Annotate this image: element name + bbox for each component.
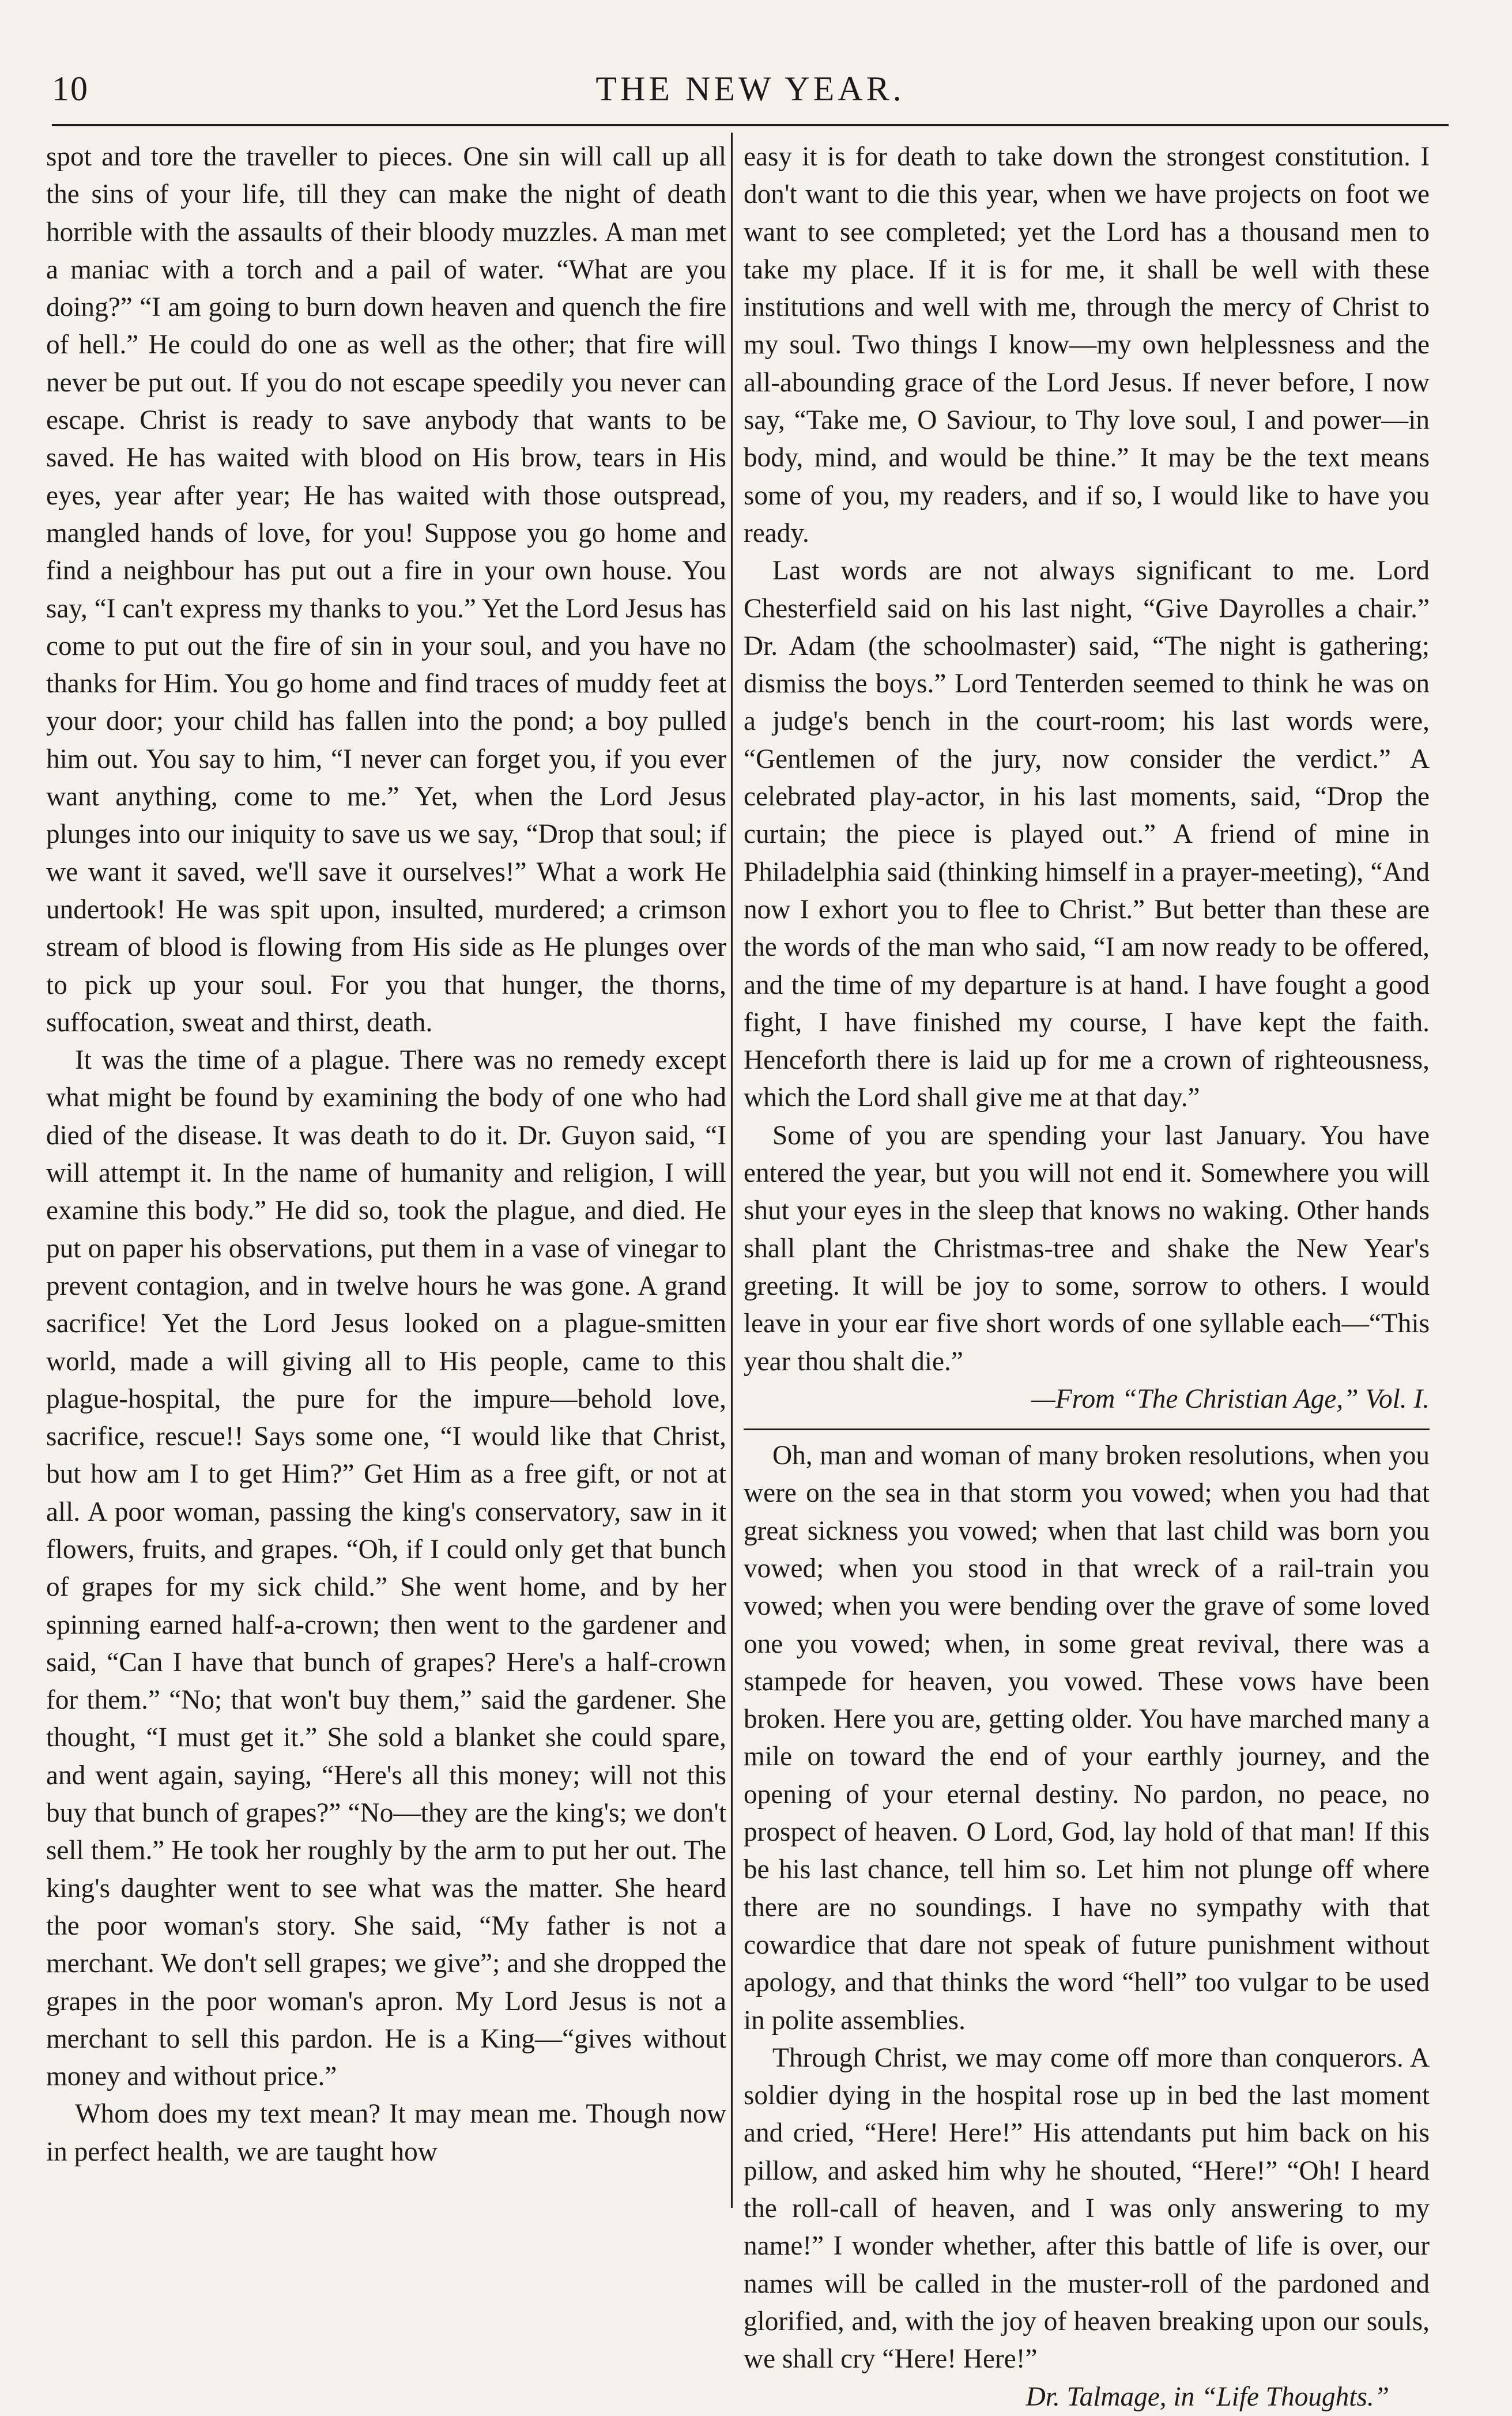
running-head: THE NEW YEAR. [595, 70, 905, 108]
column-divider [731, 133, 733, 2208]
page-number: 10 [52, 70, 89, 108]
paragraph: It was the time of a plague. There was no remedy except what might be found by examining the body of one who had died of the disease. It was death to do it. Dr. Guyon said, “I will attempt it. In the name of humanity and religion, I will examine this body.” He did so, took the plague, and died. He put on paper his observations, put them in a vase of vinegar to prevent contagion, and in twelve hours he was gone. A grand sacrifice! Yet the Lord Jesus looked on a plague-smitten world, made a will giving all to His people, came to this plague-hospital, the pure for the impure—behold love, sacrifice, rescue!! Says some one, “I would like that Christ, but how am I to get Him?” Get Him as a free gift, or not at all. A poor woman, passing the king's conservatory, saw in it flowers, fruits, and grapes. “Oh, if I could only get that bunch of grapes for my sick child.” She went home, and by her spinning earned half-a-crown; then went to the gardener and said, “Can I have that bunch of grapes? Here's a half-crown for them.” “No; that won't buy them,” said the gardener. She thought, “I must get it.” She sold a blanket she could spare, and went again, saying, “Here's all this money; will not this buy that bunch of grapes?” “No—they are the king's; we don't sell them.” He took her roughly by the arm to put her out. The king's daughter went to see what was the matter. She heard the poor woman's story. She said, “My father is not a merchant. We don't sell grapes; we give”; and she dropped the grapes in the poor woman's apron. My Lord Jesus is not a merchant to sell this pardon. He is a King—“gives without money and without price.” [46, 1045, 726, 2092]
paragraph: Last words are not always significant to me. Lord Chesterfield said on his last night, “Give Dayrolles a chair.” Dr. Adam (the schoolmaster) said, “The night is gathering; dismiss the boys.” Lord Tenterden seemed to think he was on a judge's bench in the court-room; his last words were, “Gentlemen of the jury, now consider the verdict.” A celebrated play-actor, in his last moments, said, “Drop the curtain; the piece is played out.” A friend of mine in Philadelphia said (thinking himself in a prayer-meeting), “And now I exhort you to flee to Christ.” But better than these are the words of the man who said, “I am now ready to be offered, and the time of my departure is at hand. I have fought a good fight, I have finished my course, I have kept the faith. Henceforth there is laid up for me a crown of righteousness, which the Lord shall give me at that day.” [744, 556, 1430, 1113]
left-column [46, 138, 726, 2171]
page-header [52, 69, 1449, 121]
right-column [744, 138, 1430, 2416]
section-rule [744, 1429, 1430, 1430]
header-rule [52, 124, 1449, 126]
paragraph: easy it is for death to take down the strongest constitution. I don't want to die this year, when we have projects on foot we want to see completed; yet the Lord has a thousand men to take my place. If it is for me, it shall be well with these institutions and well with me, through the mercy of Christ to my soul. Two things I know—my own helplessness and the all-abounding grace of the Lord Jesus. If never before, I now say, “Take me, O Saviour, to Thy love soul, I and power—in body, mind, and would be thine.” It may be the text means some of you, my readers, and if so, I would like to have you ready. [744, 142, 1430, 548]
paragraph: spot and tore the traveller to pieces. One sin will call up all the sins of your life, till they can make the night of death horrible with the assaults of their bloody muzzles. A man met a maniac with a torch and a pail of water. “What are you doing?” “I am going to burn down heaven and quench the fire of hell.” He could do one as well as the other; that fire will never be put out. If you do not escape speedily you never can escape. Christ is ready to save anybody that wants to be saved. He has waited with blood on His brow, tears in His eyes, year after year; He has waited with those outspread, mangled hands of love, for you! Suppose you go home and find a neighbour has put out a fire in your own house. You say, “I can't express my thanks to you.” Yet the Lord Jesus has come to put out the fire of sin in your soul, and you have no thanks for Him. You go home and find traces of muddy feet at your door; your child has fallen into the pond; a boy pulled him out. You say to him, “I never can forget you, if you ever want anything, come to me.” Yet, when the Lord Jesus plunges into our iniquity to save us we say, “Drop that soul; if we want it saved, we'll save it ourselves!” What a work He undertook! He was spit upon, insulted, murdered; a crimson stream of blood is flowing from His side as He plunges over to pick up your soul. For you that hunger, the thorns, suffocation, sweat and thirst, death. [46, 142, 726, 1038]
source-attribution: —From “The Christian Age,” Vol. I. [1031, 1384, 1430, 1414]
author-signature: Dr. Talmage, in “Life Thoughts.” [1025, 2381, 1389, 2412]
paragraph: Through Christ, we may come off more than conquerors. A soldier dying in the hospital rose up in bed the last moment and cried, “Here! Here!” His attendants put him back on his pillow, and asked him why he shouted, “Here!” “Oh! I heard the roll-call of heaven, and I was only answering to my name!” I wonder whether, after this battle of life is over, our names will be called in the muster-roll of the pardoned and glorified, and, with the joy of heaven breaking upon our souls, we shall cry “Here! Here!” [744, 2042, 1430, 2374]
paragraph: Oh, man and woman of many broken resolutions, when you were on the sea in that storm you vowed; when you had that great sickness you vowed; when that last child was born you vowed; when you stood in that wreck of a rail-train you vowed; when you were bending over the grave of some loved one you vowed; when, in some great revival, there was a stampede for heaven, you vowed. These vows have been broken. Here you are, getting older. You have marched many a mile on toward the end of your earthly journey, and the opening of your eternal destiny. No pardon, no peace, no prospect of heaven. O Lord, God, lay hold of that man! If this be his last chance, tell him so. Let him not plunge off where there are no soundings. I have no sympathy with that cowardice that dare not speak of future punishment without apology, and that thinks the word “hell” too vulgar to be used in polite assemblies. [744, 1441, 1430, 2036]
paragraph: Some of you are spending your last January. You have entered the year, but you will not end it. Somewhere you will shut your eyes in the sleep that knows no waking. Other hands shall plant the Christmas-tree and shake the New Year's greeting. It will be joy to some, sorrow to others. I would leave in your ear five short words of one syllable each—“This year thou shalt die.” [744, 1120, 1430, 1377]
paragraph: Whom does my text mean? It may mean me. Though now in perfect health, we are taught how [46, 2099, 726, 2167]
